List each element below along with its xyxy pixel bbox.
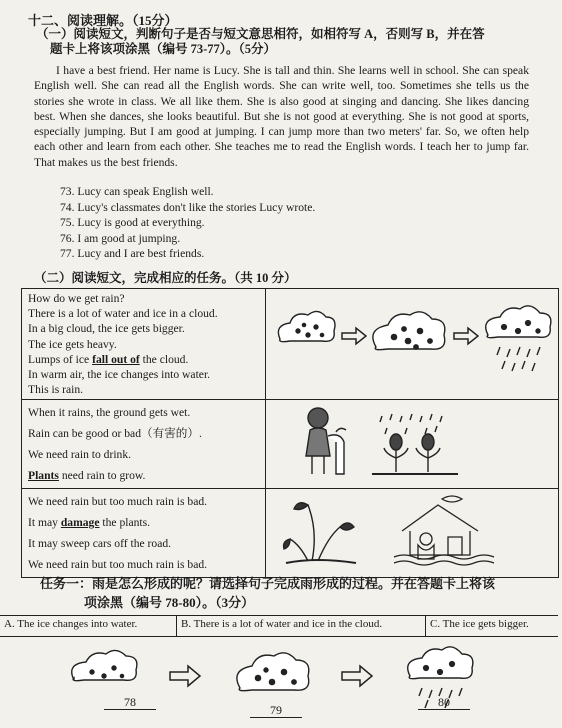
text-line <box>28 465 259 486</box>
question-73: 73. Lucy can speak English well. <box>60 185 214 198</box>
row3-text <box>22 489 266 578</box>
text-line: It may sweep cars off the road. <box>28 537 172 551</box>
passage-text: I have a best friend. Her name is Lucy. She is tall and thin. She learns well in school. She can speak English well. She can read all the English words. She can write well, too. Sometimes she tells us the stories she wrote in class. We all like them. She is also good at singing and dancing. She likes dancing best. When she dances, she looks beautiful. But she is not good at everything. She is not good at sports, especially jumping. But I am good at jumping. I can jump more than two meters' far. So, we often help each other and learn from each other. She teaches me to read the English words. I teach her to jump far. That makes us the best friends. <box>34 64 529 169</box>
section-title: 十二、阅读理解。（15分） <box>28 13 178 28</box>
underlined-word: damage <box>60 516 100 530</box>
text-line: We need rain but too much rain is bad. <box>28 495 208 509</box>
cloud-icon <box>237 653 309 691</box>
text-part: need rain to grow. <box>58 469 146 483</box>
reading-table <box>21 288 559 578</box>
cloud-icon <box>72 650 137 680</box>
option-a: A. The ice changes into water. <box>0 616 177 636</box>
cloud-icon <box>278 311 335 341</box>
reading-passage <box>34 63 529 170</box>
instruction-line-2: 题卡上将该项涂黑（编号 73-77）。（5分） <box>50 42 277 56</box>
task1-options <box>0 615 558 637</box>
underlined-phrase: fall out of <box>92 352 140 366</box>
task1-line-1: 任务一：雨是怎么形成的呢？请选择句子完成雨形成的过程。并在答题卡上将该 <box>40 576 496 591</box>
girl-drinking-icon <box>306 408 346 474</box>
row3-illustration <box>266 489 559 578</box>
question-74: 74. Lucy's classmates don't like the stories Lucy wrote. <box>60 200 316 214</box>
question-75: 75. Lucy is good at everything. <box>60 216 205 230</box>
option-c: C. The ice gets bigger. <box>430 618 529 630</box>
arrow-icon <box>170 666 200 686</box>
arrow-icon <box>342 666 372 686</box>
text-part: It may <box>28 516 61 530</box>
table-row <box>22 289 559 400</box>
damaged-plant-icon <box>284 503 356 563</box>
task1-instruction <box>40 574 545 612</box>
rain-process-blanks <box>60 640 530 725</box>
text-part: the cloud. <box>139 352 189 366</box>
text-part: Lumps of ice <box>28 352 93 366</box>
text-line: This is rain. <box>28 383 84 397</box>
option-b: B. There is a lot of water and ice in the cloud. <box>177 616 426 636</box>
part2-title: （二）阅读短文，完成相应的任务。（共 10 分） <box>34 271 297 285</box>
arrow-icon <box>454 328 478 344</box>
plant-icon <box>372 414 458 474</box>
answer-blank-79[interactable]: 79 <box>250 704 302 718</box>
bad-rain-illustration <box>272 491 552 567</box>
good-rain-illustration <box>272 402 552 482</box>
rain-process-illustration <box>272 291 552 387</box>
question-76: 76. I am good at jumping. <box>60 231 181 245</box>
answer-blank-80[interactable]: 80 <box>418 696 470 710</box>
text-line <box>28 352 259 367</box>
row1-text <box>22 289 266 400</box>
text-line: In a big cloud, the ice gets bigger. <box>28 322 185 336</box>
instruction-line-1: （一）阅读短文，判断句子是否与短文意思相符，如相符写 A，否则写 B，并在答 <box>36 27 485 41</box>
task1-line-2: 项涂黑（编号 78-80）。（3分） <box>84 595 255 610</box>
text-part: the plants. <box>99 516 151 530</box>
rain-icon <box>486 306 551 371</box>
row2-text <box>22 400 266 489</box>
row2-illustration <box>266 400 559 489</box>
answer-blank-78[interactable]: 78 <box>104 696 156 710</box>
underlined-word: Plants <box>28 469 59 483</box>
part1-instruction <box>36 27 536 57</box>
table-row <box>22 489 559 578</box>
text-line: The ice gets heavy. <box>28 337 117 351</box>
text-line: When it rains, the ground gets wet. <box>28 406 191 420</box>
text-line: There is a lot of water and ice in a cloud. <box>28 307 218 321</box>
text-line: We need rain but too much rain is bad. <box>28 558 208 572</box>
text-line: How do we get rain? <box>28 292 125 305</box>
text-line: In warm air, the ice changes into water. <box>28 368 211 382</box>
text-line: Rain can be good or bad（有害的）. <box>28 427 202 441</box>
judgement-questions <box>60 184 315 262</box>
row1-illustration <box>266 289 559 400</box>
table-row <box>22 400 559 489</box>
question-77: 77. Lucy and I are best friends. <box>60 247 205 261</box>
cloud-icon <box>373 312 445 350</box>
flooded-house-icon <box>394 496 494 565</box>
arrow-icon <box>342 328 366 344</box>
text-line <box>28 512 259 533</box>
text-line: We need rain to drink. <box>28 448 132 462</box>
